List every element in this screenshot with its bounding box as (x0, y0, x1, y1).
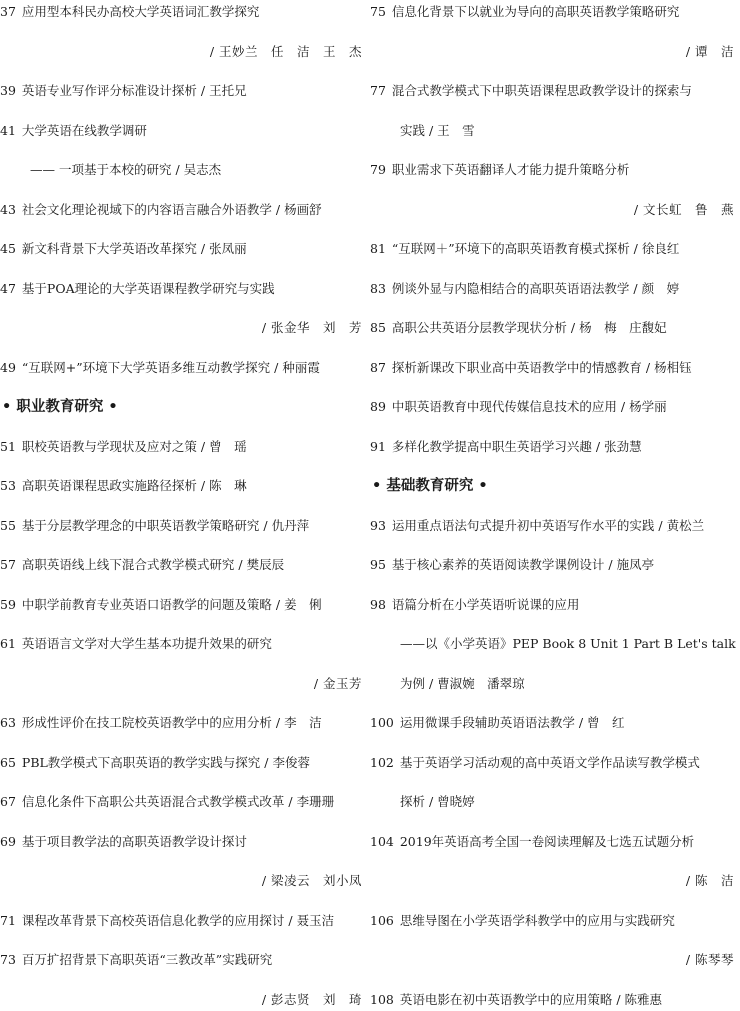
toc-entry (0, 713, 362, 733)
toc-entry-title: 百万扩招背景下高职英语“三教改革”实践研究 (21, 952, 273, 967)
toc-entry-continuation: 探析 / 曾晓婷 (400, 794, 475, 809)
toc-entry-title: 中职学前教育专业英语口语教学的问题及策略 / 姜 俐 (21, 596, 322, 612)
toc-entry (370, 397, 734, 417)
toc-entry (0, 634, 362, 654)
toc-page-number: 108 (370, 991, 394, 1007)
toc-entry-title: “互联网+”环境下大学英语多维互动教学探究 / 种丽霞 (21, 359, 320, 375)
toc-page-number: 49 (0, 359, 16, 375)
toc-entry-title: 英语语言文学对大学生基本功提升效果的研究 (21, 636, 272, 651)
toc-page-number: 102 (370, 754, 394, 770)
toc-entry-continuation: ——以《小学英语》PEP Book 8 Unit 1 Part B Let's talk (400, 636, 736, 651)
toc-entry (370, 81, 734, 101)
toc-page-number: 39 (0, 83, 16, 98)
section-heading: • 职业教育研究 • (2, 399, 118, 415)
toc-author-line: / 彭志贤 刘 琦 (261, 991, 362, 1007)
toc-entry-title: 基于项目教学法的高职英语教学设计探讨 (21, 833, 247, 849)
toc-page-number: 53 (0, 478, 16, 493)
toc-entry-title: 基于POA理论的大学英语课程教学研究与实践 (21, 280, 275, 296)
toc-entry (0, 753, 362, 773)
toc-entry (370, 318, 734, 338)
toc-entry-title: 形成性评价在技工院校英语教学中的应用分析 / 李 洁 (21, 715, 322, 730)
toc-entry-title: 语篇分析在小学英语听说课的应用 (391, 596, 580, 612)
toc-entry (370, 713, 734, 733)
toc-entry (0, 595, 362, 615)
toc-page-number: 57 (0, 557, 16, 572)
toc-entry-title: 多样化教学提高中职生英语学习兴趣 / 张劲慧 (391, 438, 642, 454)
toc-page-number: 77 (370, 83, 386, 98)
toc-page-number: 41 (0, 122, 16, 138)
toc-entry-title: 社会文化理论视域下的内容语言融合外语教学 / 杨画舒 (21, 201, 322, 217)
toc-page-number: 81 (370, 241, 386, 256)
toc-entry (370, 516, 734, 536)
toc-entry-title: 高职英语课程思政实施路径探析 / 陈 琳 (21, 478, 247, 493)
toc-page-number: 59 (0, 596, 16, 612)
toc-entry (370, 239, 734, 259)
toc-page-number: 98 (370, 596, 386, 612)
toc-entry-continuation: 为例 / 曹淑婉 潘翠琼 (400, 675, 525, 691)
toc-page-number: 89 (370, 399, 386, 414)
toc-entry (0, 81, 362, 101)
toc-author-line: / 梁凌云 刘小凤 (261, 873, 362, 888)
toc-page-number: 55 (0, 517, 16, 533)
toc-entry (0, 911, 362, 931)
toc-entry-title: 中职英语教育中现代传媒信息技术的应用 / 杨学丽 (391, 399, 667, 414)
toc-entry (0, 200, 362, 220)
toc-page-number: 106 (370, 912, 394, 928)
toc-page-number: 100 (370, 715, 394, 730)
toc-entry (0, 832, 362, 852)
toc-entry (0, 2, 362, 22)
toc-page-number: 51 (0, 438, 16, 454)
toc-entry (370, 990, 734, 1010)
section-heading: • 基础教育研究 • (372, 478, 488, 494)
toc-entry-title: 思维导图在小学英语学科教学中的应用与实践研究 (399, 912, 675, 928)
toc-page-number: 43 (0, 201, 16, 217)
toc-entry-continuation: —— 一项基于本校的研究 / 吴志杰 (30, 162, 222, 177)
toc-author-line: / 王妙兰 任 洁 王 杰 (209, 43, 362, 59)
toc-page-number: 71 (0, 912, 16, 928)
toc-entry (0, 121, 362, 141)
toc-entry (0, 437, 362, 457)
toc-entry-title: 英语专业写作评分标准设计探析 / 王托兄 (21, 83, 247, 98)
toc-entry-title: 课程改革背景下高校英语信息化教学的应用探讨 / 聂玉洁 (21, 912, 335, 928)
toc-page-number: 95 (370, 557, 386, 572)
toc-entry-title: 职业需求下英语翻译人才能力提升策略分析 (391, 162, 630, 177)
toc-page-number: 75 (370, 4, 386, 19)
toc-entry-title: 应用型本科民办高校大学英语词汇教学探究 (21, 4, 260, 19)
toc-page-number: 85 (370, 320, 386, 335)
toc-page-number: 93 (370, 517, 386, 533)
toc-entry (370, 358, 734, 378)
toc-entry (0, 555, 362, 575)
toc-entry-title: 大学英语在线教学调研 (21, 122, 147, 138)
toc-entry (370, 555, 734, 575)
toc-entry (0, 792, 362, 812)
toc-page-number: 67 (0, 794, 16, 809)
toc-author-line: / 陈 洁 (685, 873, 734, 888)
toc-page-number: 65 (0, 754, 16, 770)
toc-page-number: 69 (0, 833, 16, 849)
toc-page-number: 87 (370, 359, 386, 375)
toc-entry (0, 476, 362, 496)
toc-author-line: / 金玉芳 (313, 675, 362, 691)
toc-entry-title: 2019年英语高考全国一卷阅读理解及七选五试题分析 (399, 833, 695, 849)
toc-entry (370, 160, 734, 180)
toc-entry-title: 基于分层教学理念的中职英语教学策略研究 / 仇丹萍 (21, 517, 310, 533)
toc-entry (370, 832, 734, 852)
toc-entry-title: 高职英语线上线下混合式教学模式研究 / 樊辰辰 (21, 557, 285, 572)
toc-page-number: 63 (0, 715, 16, 730)
toc-page-number: 73 (0, 952, 16, 967)
toc-page-number: 91 (370, 438, 386, 454)
toc-author-line: / 陈琴琴 (685, 952, 734, 967)
toc-page-number: 104 (370, 833, 394, 849)
toc-entry (0, 239, 362, 259)
toc-entry (0, 358, 362, 378)
toc-page-number: 47 (0, 280, 16, 296)
toc-entry-title: 新文科背景下大学英语改革探究 / 张凤丽 (21, 241, 247, 256)
toc-entry-title: 混合式教学模式下中职英语课程思政教学设计的探索与 (391, 83, 692, 98)
toc-entry (370, 437, 734, 457)
toc-entry-title: 基于核心素养的英语阅读教学课例设计 / 施凤亭 (391, 557, 655, 572)
toc-entry-title: 信息化背景下以就业为导向的高职英语教学策略研究 (391, 4, 680, 19)
toc-page-number: 61 (0, 636, 16, 651)
toc-entry (0, 516, 362, 536)
toc-page-number: 37 (0, 4, 16, 19)
toc-page-number: 79 (370, 162, 386, 177)
toc-entry (370, 279, 734, 299)
toc-entry-title: 运用重点语法句式提升初中英语写作水平的实践 / 黄松兰 (391, 517, 705, 533)
toc-author-line: / 张金华 刘 芳 (261, 320, 362, 335)
toc-entry-title: 运用微课手段辅助英语语法教学 / 曾 红 (399, 715, 625, 730)
toc-entry-title: “互联网＋”环境下的高职英语教育模式探析 / 徐良红 (391, 241, 680, 256)
toc-author-line: / 文长虹 鲁 燕 (633, 201, 734, 217)
toc-entry-title: 英语电影在初中英语教学中的应用策略 / 陈雅惠 (399, 991, 663, 1007)
toc-entry (0, 950, 362, 970)
toc-author-line: / 谭 洁 (685, 43, 734, 59)
toc-entry-title: 高职公共英语分层教学现状分析 / 杨 梅 庄馥妃 (391, 320, 667, 335)
toc-page-number: 83 (370, 280, 386, 296)
toc-entry-title: 探析新课改下职业高中英语教学中的情感教育 / 杨相钰 (391, 359, 692, 375)
toc-entry (370, 911, 734, 931)
toc-entry-title: PBL教学模式下高职英语的教学实践与探究 / 李俊蓉 (21, 754, 310, 770)
toc-entry-title: 基于英语学习活动观的高中英语文学作品读写教学模式 (399, 754, 700, 770)
toc-entry-title: 职校英语教与学现状及应对之策 / 曾 瑶 (21, 438, 247, 454)
toc-entry (370, 2, 734, 22)
toc-entry-title: 例谈外显与内隐相结合的高职英语语法教学 / 颜 婷 (391, 280, 680, 296)
toc-entry-continuation: 实践 / 王 雪 (400, 122, 475, 138)
toc-entry (370, 753, 734, 773)
toc-entry (370, 595, 734, 615)
toc-page-number: 45 (0, 241, 16, 256)
toc-entry-title: 信息化条件下高职公共英语混合式教学模式改革 / 李珊珊 (21, 794, 335, 809)
toc-entry (0, 279, 362, 299)
